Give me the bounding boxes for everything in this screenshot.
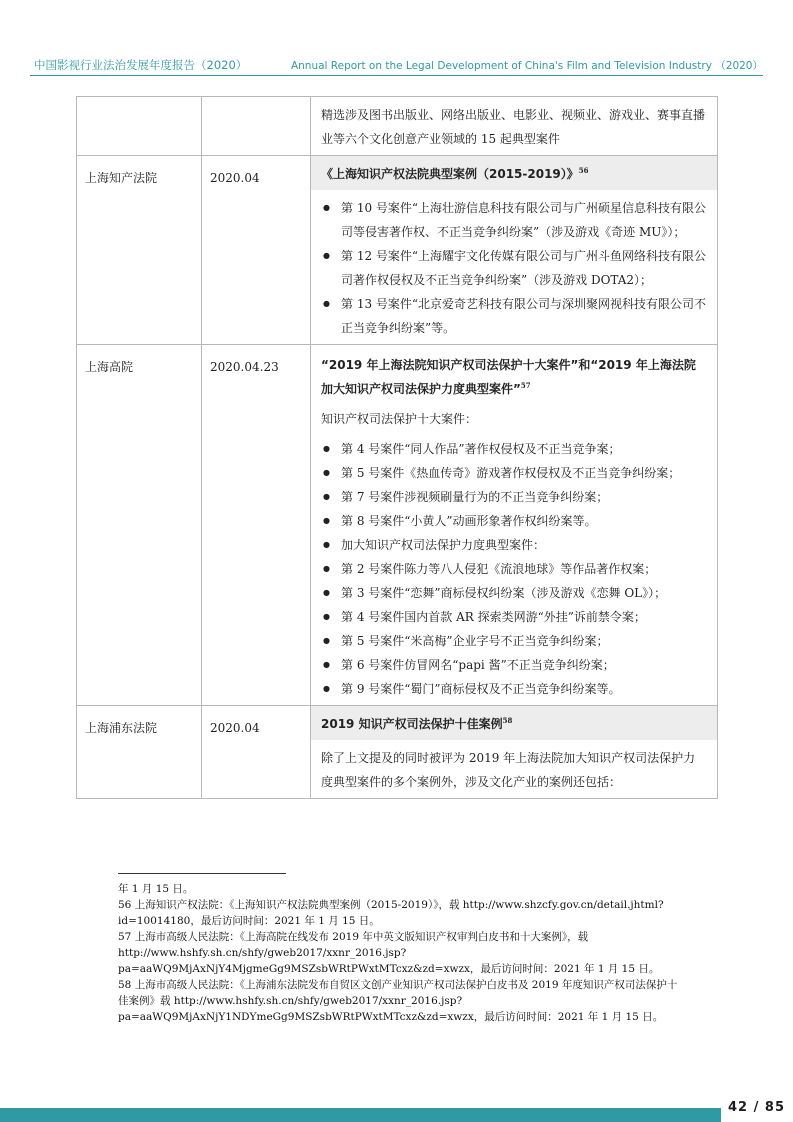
date-cell: 2020.04 [202, 156, 311, 345]
footer-bar [0, 1108, 793, 1122]
list-item: ● 第 6 号案件仿冒网名“papi 酱”不正当竞争纠纷案； [321, 653, 707, 677]
list-item: ● 第 10 号案件“上海壮游信息科技有限公司与广州硕星信息科技有限公司等侵害著作权、不正当竞争纠纷案”（涉及游戏《奇迹 MU》）； [321, 196, 707, 244]
list-item: ● 第 7 号案件涉视频刷量行为的不正当竞争纠纷案； [321, 485, 707, 509]
footnote: 58 上海市高级人民法院：《上海浦东法院发布自贸区文创产业知识产权司法保护白皮书及 2019 年度知识产权司法保护十佳案例》载 http://www.hshfy.sh.cn/shfy/gweb2017/xxnr_2016.jsp?pa=aaWQ9MjAxNjY1NDYmeGg9MSZsbWRtPWxtMTcxz&zd=xwzx，最后访问时间：2021 年 1 月 15 日。 [118, 979, 678, 1023]
court-cell [77, 97, 202, 156]
date-cell: 2020.04.23 [202, 345, 311, 706]
footnote-ref: 57 [520, 381, 531, 390]
case-list [321, 196, 707, 340]
case-title-block [321, 351, 707, 407]
content-text: 除了上文提及的同时被评为 2019 年上海法院加大知识产权司法保护力度典型案件的多个案例外，涉及文化产业的案例还包括： [321, 751, 696, 789]
case-list [321, 437, 707, 701]
list-item: ● 第 13 号案件“北京爱奇艺科技有限公司与深圳聚网视科技有限公司不正当竞争纠纷案”等。 [321, 292, 707, 340]
section-intro: 知识产权司法保护十大案件： [321, 412, 478, 426]
header-title-cn: 中国影视行业法治发展年度报告（2020） [34, 58, 248, 72]
court-cell: 上海浦东法院 [77, 706, 202, 799]
list-item: ● 第 2 号案件陈力等八人侵犯《流浪地球》等作品著作权案； [321, 557, 707, 581]
case-title-bar [311, 706, 717, 740]
list-item: ● 加大知识产权司法保护力度典型案件： [321, 533, 707, 557]
footnote-divider [118, 873, 286, 874]
footnote: 56 上海知识产权法院：《上海知识产权法院典型案例（2015-2019）》，载 http://www.shzcfy.gov.cn/detail.jhtml?id=10014180，最后访问时间：2021 年 1 月 15 日。 [118, 899, 664, 927]
case-table [76, 96, 718, 799]
footnote: 57 上海市高级人民法院：《上海高院在线发布 2019 年中英文版知识产权审判白皮书和十大案例》，载 http://www.hshfy.sh.cn/shfy/gweb2017/xxnr_2016.jsp?pa=aaWQ9MjAxNjY4MjgmeGg9MSZsbWRtPWxtMTcxz&zd=xwzx，最后访问时间：2021 年 1 月 15 日。 [118, 931, 660, 975]
list-item: ● 第 4 号案件国内首款 AR 探索类网游“外挂”诉前禁令案； [321, 605, 707, 629]
header-divider [30, 75, 763, 76]
list-item: ● 第 5 号案件《热血传奇》游戏著作权侵权及不正当竞争纠纷案； [321, 461, 707, 485]
table-row [77, 97, 718, 156]
court-cell: 上海高院 [77, 345, 202, 706]
case-title: 2019 知识产权司法保护十佳案例 [321, 717, 503, 731]
footnotes [118, 881, 678, 1025]
content-cell [311, 345, 718, 706]
content-text: 精选涉及图书出版业、网络出版业、电影业、视频业、游戏业、赛事直播业等六个文化创意产业领域的 15 起典型案件 [321, 108, 706, 146]
table-row [77, 706, 718, 799]
list-item: ● 第 5 号案件“米高梅”企业字号不正当竞争纠纷案； [321, 629, 707, 653]
list-item: ● 第 9 号案件“蜀门”商标侵权及不正当竞争纠纷案等。 [321, 677, 707, 701]
case-title: 《上海知识产权法院典型案例（2015-2019）》 [321, 167, 579, 181]
list-item: ● 第 12 号案件“上海耀宇文化传媒有限公司与广州斗鱼网络科技有限公司著作权侵权及不正当竞争纠纷案”（涉及游戏 DOTA2）； [321, 244, 707, 292]
table-row [77, 156, 718, 345]
list-item: ● 第 4 号案件“同人作品”著作权侵权及不正当竞争案； [321, 437, 707, 461]
content-cell [311, 156, 718, 345]
footnote-ref: 56 [578, 166, 589, 175]
footnote: 年 1 月 15 日。 [118, 883, 194, 895]
content-cell [311, 97, 718, 156]
footnote-ref: 58 [502, 716, 513, 725]
table-row [77, 345, 718, 706]
page-number: 42 / 85 [728, 1100, 785, 1115]
date-cell [202, 97, 311, 156]
list-item: ● 第 3 号案件“恋舞”商标侵权纠纷案（涉及游戏《恋舞 OL》）； [321, 581, 707, 605]
case-title-bar [311, 156, 717, 190]
court-cell: 上海知产法院 [77, 156, 202, 345]
case-title: “2019 年上海法院知识产权司法保护十大案件”和“2019 年上海法院加大知识产权司法保护力度典型案件” [321, 358, 696, 396]
list-item: ● 第 8 号案件“小黄人”动画形象著作权纠纷案等。 [321, 509, 707, 533]
date-cell: 2020.04 [202, 706, 311, 799]
page-header [0, 0, 793, 80]
header-title-en: Annual Report on the Legal Development of China's Film and Television Industry （2020） [290, 60, 763, 72]
content-cell [311, 706, 718, 799]
